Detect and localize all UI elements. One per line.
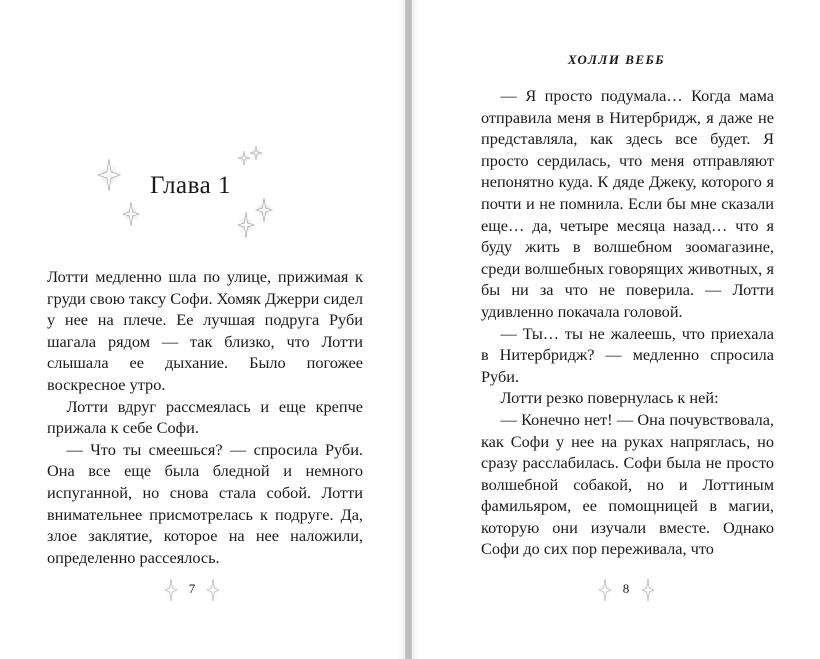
left-page-text — [47, 266, 363, 568]
sparkle-icon — [641, 578, 655, 602]
right-page-text — [481, 85, 774, 560]
page-number: 8 — [622, 581, 630, 596]
paragraph: Лотти резко повернулась к ней: — [500, 388, 719, 408]
paragraph: — Что ты смеешься? — спросила Руби. Она все еще была бледной и немного испуганной, но снова стала собой. Лотти внимательнее присмотрелась к подруге. Да, злое заклятие, которое на нее наложили, определенно рассеялось. — [47, 439, 363, 567]
left-page — [0, 0, 406, 659]
sparkle-icon — [164, 578, 178, 602]
paragraph: Лотти вдруг рассмеялась и еще крепче прижала к себе Софи. — [47, 396, 363, 438]
sparkle-icon — [236, 210, 256, 240]
paragraph: — Конечно нет! — Она почувствовала, как Софи у нее на руках напряглась, но сразу расслабилась. Софи была не просто волшебной собакой, но и Лоттиным фамильяром, ее помощницей в магии, которую они изучали вместе. Однако Софи до сих пор переживала, что — [481, 409, 774, 559]
chapter-title: Глава 1 — [150, 172, 231, 199]
paragraph: Лотти медленно шла по улице, прижимая к груди свою таксу Софи. Хомяк Джерри сидел у нее на плече. Ее лучшая подруга Руби шагала рядом — так близко, что Лотти слышала ее дыхание. Было погожее воскресное утро. — [47, 267, 363, 394]
running-head: ХОЛЛИ ВЕББ — [567, 52, 666, 67]
sparkle-icon — [254, 196, 274, 224]
sparkle-icon — [598, 578, 612, 602]
sparkle-icon — [96, 157, 122, 193]
sparkle-icon — [206, 578, 220, 602]
page-number: 7 — [188, 581, 196, 596]
sparkle-icon — [121, 200, 141, 228]
sparkle-icon — [249, 145, 263, 161]
paragraph: — Ты… ты не жалеешь, что приехала в Нитербридж? — медленно спросила Руби. — [481, 323, 774, 386]
paragraph: — Я просто подумала… Когда мама отправила меня в Нитербридж, я даже не представляла, как здесь все будет. Я просто сердилась, что меня отправляют непонятно куда. К дяде Джеку, которого я почти и не помнила. Если бы мне сказали еще… да, четыре месяца назад… что я буду жить в волшебном зоомагазине, среди волшебных говорящих животных, я бы ни за что не поверила. — Лотти удивленно покачала головой. — [481, 86, 774, 321]
